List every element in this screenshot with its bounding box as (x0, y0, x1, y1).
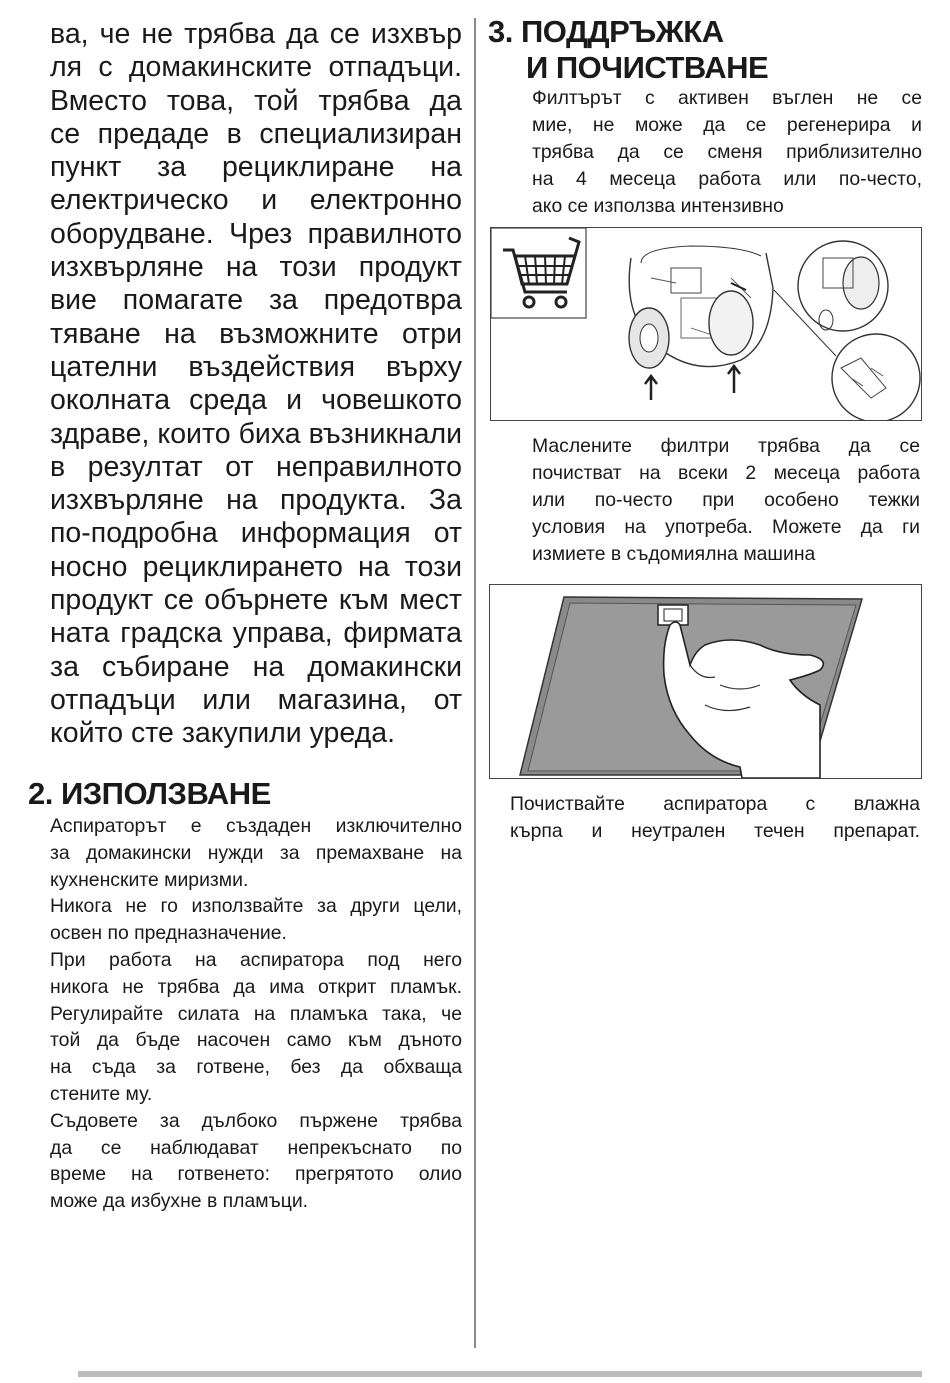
usage-text (50, 813, 462, 1215)
maintenance-heading (488, 14, 922, 86)
recycling-line: цателни въздействия върху (50, 350, 462, 383)
bottom-rule (78, 1371, 922, 1377)
carbon-filter-line: трябва да се сменя приблизително (532, 141, 922, 163)
carbon-filter-line: ако се използва интензивно (532, 195, 784, 217)
usage-line: никога не трябва да има открит пламък. (50, 975, 462, 998)
recycling-line: който сте закупили уреда. (50, 717, 395, 750)
shopping-cart-icon (491, 228, 586, 318)
usage-line: Аспираторът е създаден изключително (50, 815, 462, 837)
usage-line: той да бъде насочен само към дъното (50, 1029, 462, 1052)
usage-line: кухненските миризми. (50, 868, 249, 891)
recycling-line: Вместо това, той трябва да (50, 84, 462, 117)
recycling-line: здраве, които биха възникнали (50, 417, 462, 450)
recycling-line: електрическо и електронно (50, 184, 462, 217)
recycling-line: се предаде в специализиран (50, 117, 462, 150)
cleaning-text (510, 791, 920, 845)
recycling-line: носно рециклирането на този (50, 550, 462, 583)
recycling-line: ната градска управа, фирмата (50, 617, 462, 650)
grease-filter-text (532, 433, 920, 568)
usage-heading: 2. ИЗПОЛЗВАНЕ (28, 776, 271, 811)
column-divider (474, 18, 476, 1348)
maintenance-heading-line1: 3. ПОДДРЪЖКА (488, 14, 724, 49)
usage-line: за домакински нужди за премахване на (50, 841, 462, 864)
grease-filter-line: Маслените филтри трябва да се (532, 435, 920, 457)
cleaning-line: Почиствайте аспиратора с влажна (510, 793, 920, 815)
recycling-text (50, 18, 462, 751)
recycling-line: оборудване. Чрез правилното (50, 217, 462, 250)
recycling-line: изхвърляне на този продукт (50, 251, 462, 284)
recycling-line: в резултат от неправилното (50, 450, 462, 483)
usage-line: на съда за готвене, без да обхваща (50, 1056, 462, 1079)
usage-line: стените му. (50, 1082, 153, 1105)
usage-line: Никога не го използвайте за други цели, (50, 895, 462, 918)
grease-filter-line: условия на употреба. Можете да ги (532, 516, 920, 538)
grease-filter-line: почистват на всеки 2 месеца работа (532, 462, 920, 484)
recycling-line: ва, че не трябва да се изхвър (50, 18, 462, 50)
recycling-line: тяване на възможните отри (50, 317, 462, 350)
recycling-line: ля с домакинските отпадъци. (50, 51, 462, 84)
recycling-line: по-подробна информация от (50, 517, 462, 550)
recycling-line: отпадъци или магазина, от (50, 683, 462, 716)
maintenance-section (488, 14, 922, 220)
carbon-filter-line: на 4 месеца работа или по-често, (532, 168, 922, 190)
usage-line: може да избухне в пламъци. (50, 1190, 309, 1213)
recycling-line: вие помагате за предотвра (50, 284, 462, 317)
maintenance-heading-line2: И ПОЧИСТВАНЕ (526, 50, 769, 85)
recycling-line: продукт се обърнете към мест (50, 584, 462, 617)
grease-filter-line: или по-често при особено тежки (532, 489, 920, 511)
recycling-line: за събиране на домакински (50, 650, 462, 683)
carbon-filter-line: Филтърът с активен въглен не се (532, 87, 922, 109)
grease-filter-line: измиете в съдомиялна машина (532, 543, 816, 565)
carbon-filter-line: мие, не може да се регенерира и (532, 114, 922, 136)
usage-line: Регулирайте силата на пламъка така, че (50, 1002, 462, 1025)
recycling-section (50, 18, 462, 751)
carbon-filter-text (532, 85, 922, 220)
usage-line: да се наблюдават непрекъснато по (50, 1136, 462, 1159)
recycling-line: пункт за рециклиране на (50, 151, 462, 184)
usage-line: време на готвенето: прегрятото олио (50, 1163, 462, 1186)
usage-line: Съдовете за дълбоко пържене трябва (50, 1109, 462, 1132)
usage-line: При работа на аспиратора под него (50, 948, 462, 971)
recycling-line: околната среда и човешкото (50, 384, 462, 417)
carbon-filter-replacement-illustration (490, 227, 922, 421)
recycling-line: изхвърляне на продукта. За (50, 484, 462, 517)
usage-line: освен по предназначение. (50, 922, 287, 945)
cleaning-line: кърпа и неутрален течен препарат. (510, 820, 920, 842)
grease-filter-removal-illustration (489, 584, 922, 779)
